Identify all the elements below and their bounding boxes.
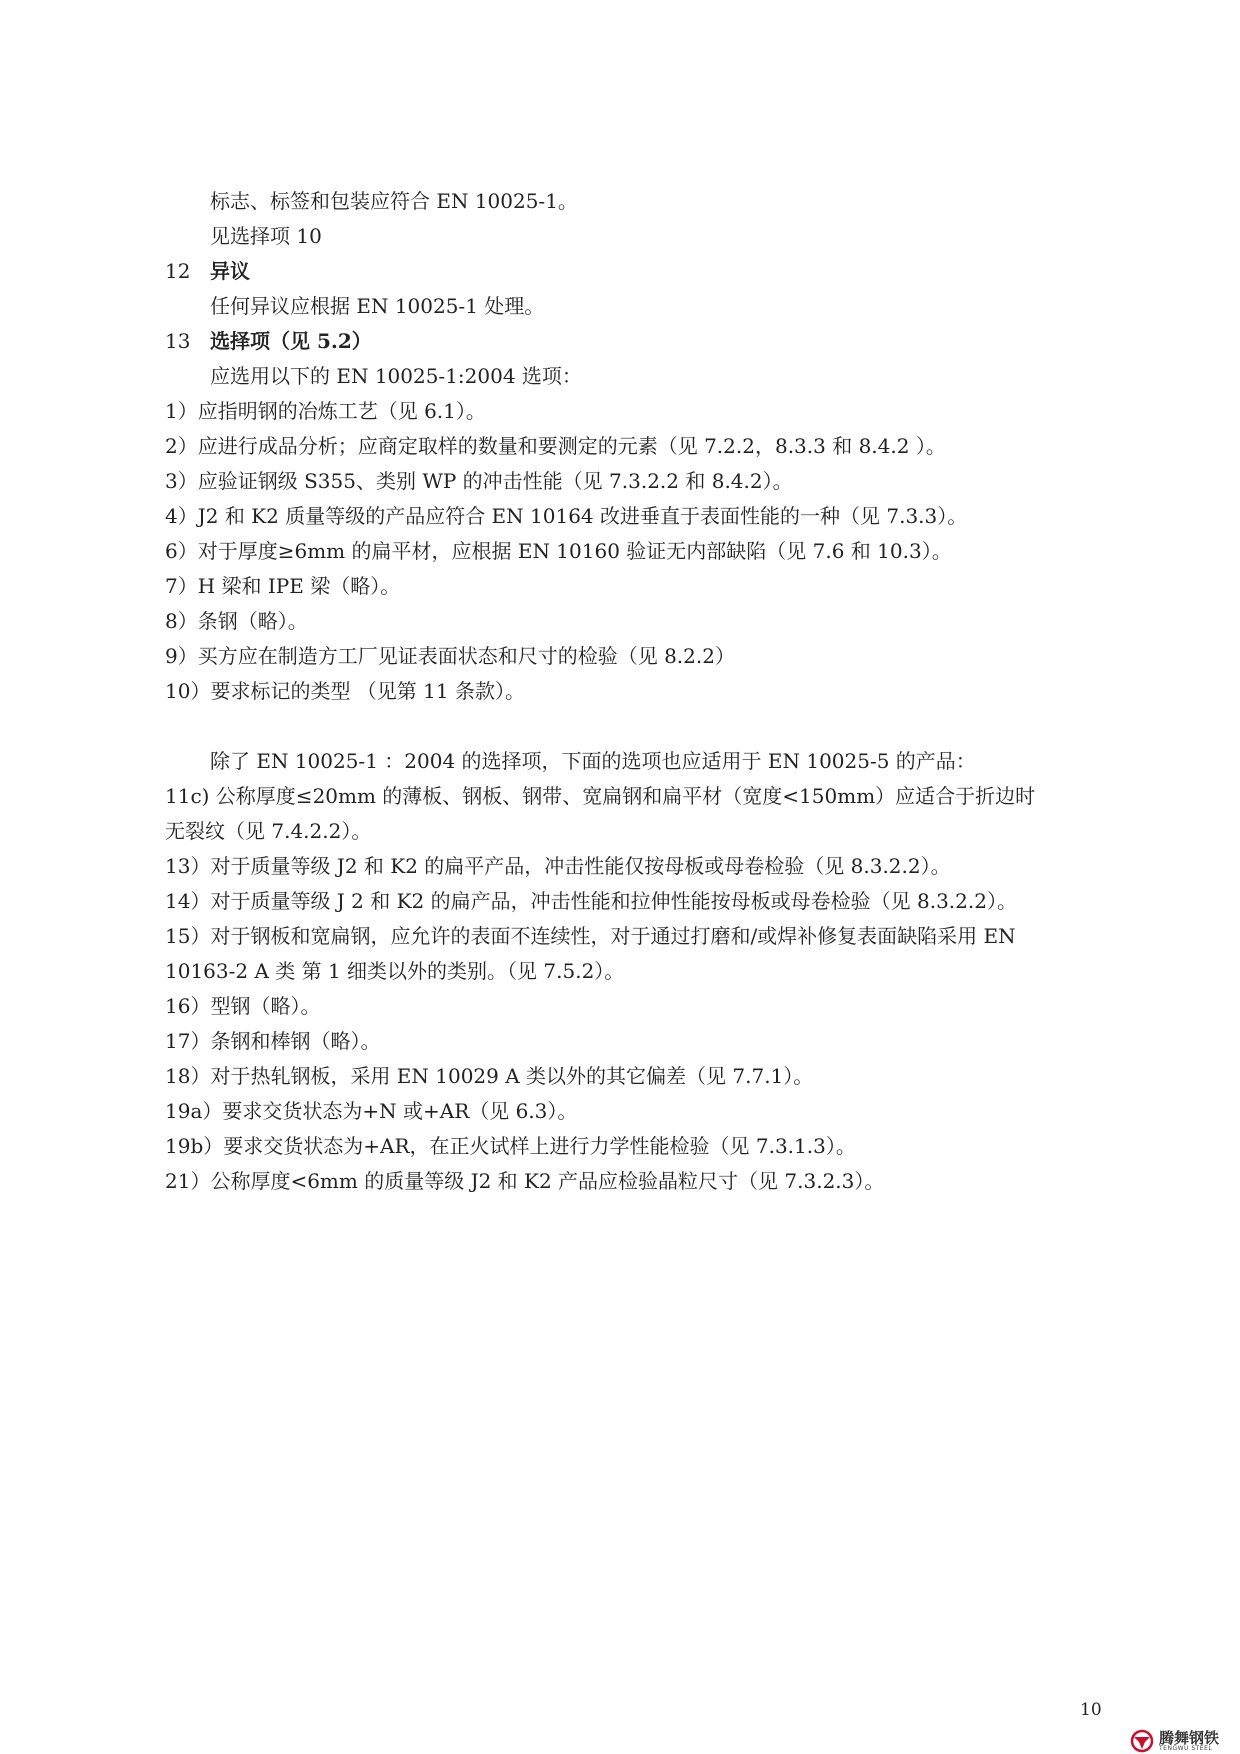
list-item: 17）条钢和棒钢（略）。	[165, 1029, 381, 1053]
paragraph-options-intro: 应选用以下的 EN 10025-1:2004 选项：	[210, 364, 582, 388]
list-item: 9）买方应在制造方工厂见证表面状态和尺寸的检验（见 8.2.2）	[165, 644, 735, 668]
page-number: 10	[1080, 1700, 1102, 1720]
list-item: 15）对于钢板和宽扁钢，应允许的表面不连续性，对于通过打磨和/或焊补修复表面缺陷采用 EN	[165, 924, 1016, 948]
section-number: 13	[165, 329, 191, 353]
list-item: 18）对于热轧钢板，采用 EN 10029 A 类以外的其它偏差（见 7.7.1）。	[165, 1064, 814, 1088]
section-heading-13	[165, 328, 372, 354]
paragraph-additional-options: 除了 EN 10025-1 ：2004 的选择项，下面的选项也应适用于 EN 10025-5 的产品：	[210, 749, 976, 773]
list-item: 2）应进行成品分析；应商定取样的数量和要测定的元素（见 7.2.2，8.3.3 和 8.4.2 ）。	[165, 434, 946, 458]
list-item-continuation: 10163-2 A 类 第 1 细类以外的类别。（见 7.5.2）。	[165, 959, 625, 983]
list-item: 16）型钢（略）。	[165, 994, 321, 1018]
logo-mark-icon	[1128, 1729, 1156, 1753]
paragraph-see-option: 见选择项 10	[210, 224, 322, 248]
list-item: 6）对于厚度≥6mm 的扁平材，应根据 EN 10160 验证无内部缺陷（见 7.6 和 10.3）。	[165, 539, 952, 563]
list-item: 7）H 梁和 IPE 梁（略）。	[165, 574, 401, 598]
section-heading-12	[165, 258, 250, 284]
list-item: 1）应指明钢的冶炼工艺（见 6.1）。	[165, 399, 486, 423]
list-item: 19a）要求交货状态为+N 或+AR（见 6.3）。	[165, 1099, 578, 1123]
list-item: 13）对于质量等级 J2 和 K2 的扁平产品，冲击性能仅按母板或母卷检验（见 8.3.2.2）。	[165, 854, 951, 878]
list-item: 8）条钢（略）。	[165, 609, 308, 633]
list-item: 10）要求标记的类型 （见第 11 条款）。	[165, 679, 525, 703]
company-logo	[1128, 1728, 1232, 1754]
list-item: 21）公称厚度<6mm 的质量等级 J2 和 K2 产品应检验晶粒尺寸（见 7.3.2.3）。	[165, 1169, 885, 1193]
list-item: 14）对于质量等级 J 2 和 K2 的扁产品，冲击性能和拉伸性能按母板或母卷检验（见 8.3.2.2）。	[165, 889, 1017, 913]
paragraph-objection: 任何异议应根据 EN 10025-1 处理。	[210, 294, 545, 318]
section-title: 选择项（见 5.2）	[210, 329, 372, 353]
section-number: 12	[165, 259, 191, 283]
paragraph-marking: 标志、标签和包装应符合 EN 10025-1。	[210, 189, 578, 213]
list-item: 11c) 公称厚度≤20mm 的薄板、钢板、钢带、宽扁钢和扁平材（宽度<150mm）应适合于折边时	[165, 784, 1036, 808]
logo-text-en: TENGWU STEEL	[1159, 1744, 1213, 1752]
list-item: 19b）要求交货状态为+AR，在正火试样上进行力学性能检验（见 7.3.1.3）。	[165, 1134, 856, 1158]
list-item-continuation: 无裂纹（见 7.4.2.2）。	[165, 819, 372, 843]
list-item: 3）应验证钢级 S355、类别 WP 的冲击性能（见 7.3.2.2 和 8.4.2）。	[165, 469, 793, 493]
logo-text-cn: 腾舞钢铁	[1159, 1728, 1220, 1747]
list-item: 4）J2 和 K2 质量等级的产品应符合 EN 10164 改进垂直于表面性能的一种（见 7.3.3）。	[165, 504, 968, 528]
section-title: 异议	[210, 259, 250, 283]
